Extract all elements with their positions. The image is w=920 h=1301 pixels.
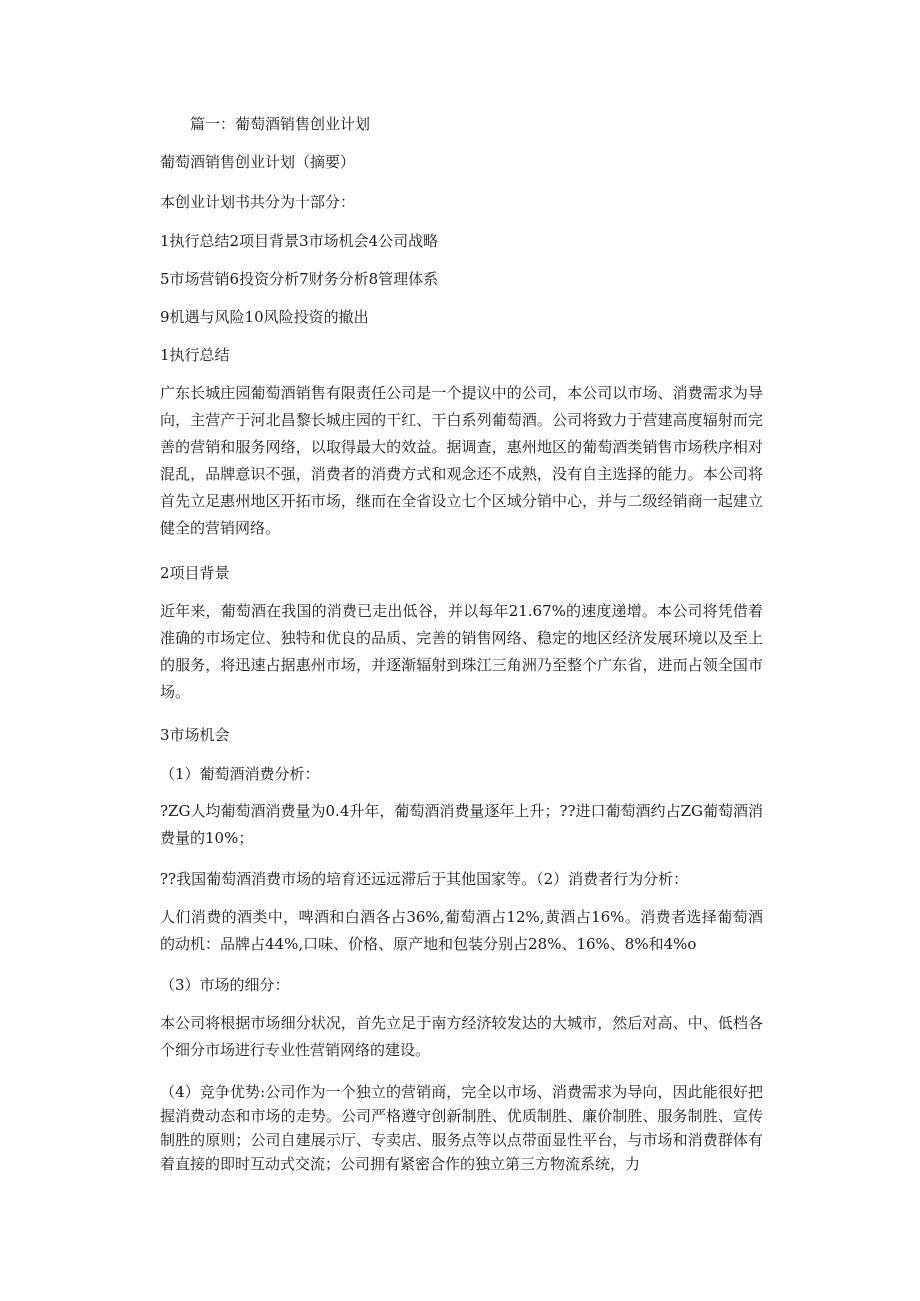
subsection-3-body: 本公司将根据市场细分状况，首先立足于南方经济较发达的大城市，然后对高、中、低档各个细分市场进行专业性营销网络的建设。 <box>160 1014 763 1059</box>
section-2-title: 2项目背景 <box>160 564 230 582</box>
toc-line-2: 5市场营销6投资分析7财务分析8管理体系 <box>160 270 439 288</box>
section-1-title: 1执行总结 <box>160 346 230 364</box>
intro-line: 本创业计划书共分为十部分： <box>160 193 356 211</box>
subsection-1-body-cont: ??我国葡萄酒消费市场的培育还远远滞后于其他国家等。（2）消费者行为分析： <box>160 870 689 888</box>
subsection-1-title: （1）葡萄酒消费分析： <box>160 765 320 783</box>
subsection-4-body: （4）竞争优势:公司作为一个独立的营销商，完全以市场、消费需求为导向，因此能很好把握消费动态和市场的走势。公司严格遵守创新制胜、优质制胜、廉价制胜、服务制胜、宣传制胜的原则；公司自建展示厅、专卖店、服务点等以点带面显性平台，与市场和消费群体有着直接的即时互动式交流；公司拥有紧密合作的独立第三方物流系统，力 <box>160 1083 763 1173</box>
section-1-body: 广东长城庄园葡萄酒销售有限责任公司是一个提议中的公司，本公司以市场、消费需求为导向，主营产于河北昌黎长城庄园的干红、干白系列葡萄酒。公司将致力于营建高度辐射而完善的营销和服务网络，以取得最大的效益。据调查，惠州地区的葡萄酒类销售市场秩序相对混乱，品牌意识不强，消费者的消费方式和观念还不成熟，没有自主选择的能力。本公司将首先立足惠州地区开拓市场，继而在全省设立七个区域分销中心，并与二级经销商一起建立健全的营销网络。 <box>160 384 763 537</box>
section-2-body: 近年来，葡萄酒在我国的消费已走出低谷，并以每年21.67%的速度递增。本公司将凭借着准确的市场定位、独特和优良的品质、完善的销售网络、稳定的地区经济发展环境以及至上的服务，将迅速占据惠州市场，并逐渐辐射到珠江三角洲乃至整个广东省，进而占领全国市场。 <box>160 602 763 701</box>
subsection-2-body: 人们消费的酒类中，啤酒和白酒各占36%,葡萄酒占12%,黄酒占16%。消费者选择葡萄酒的动机：品牌占44%,口味、价格、原产地和包装分别占28%、16%、8%和4%o <box>160 908 763 953</box>
section-3-title: 3市场机会 <box>160 726 230 744</box>
toc-line-3: 9机遇与风险10风险投资的撤出 <box>160 308 369 326</box>
toc-line-1: 1执行总结2项目背景3市场机会4公司战略 <box>160 232 439 250</box>
document-heading: 篇一：葡萄酒销售创业计划 <box>190 115 371 133</box>
subsection-1-body: ?ZG人均葡萄酒消费量为0.4升年，葡萄酒消费量逐年上升；??进口葡萄酒约占ZG葡萄酒消费量的10%； <box>160 802 763 847</box>
subsection-3-title: （3）市场的细分： <box>160 976 290 994</box>
plan-subtitle: 葡萄酒销售创业计划（摘要） <box>160 153 356 171</box>
